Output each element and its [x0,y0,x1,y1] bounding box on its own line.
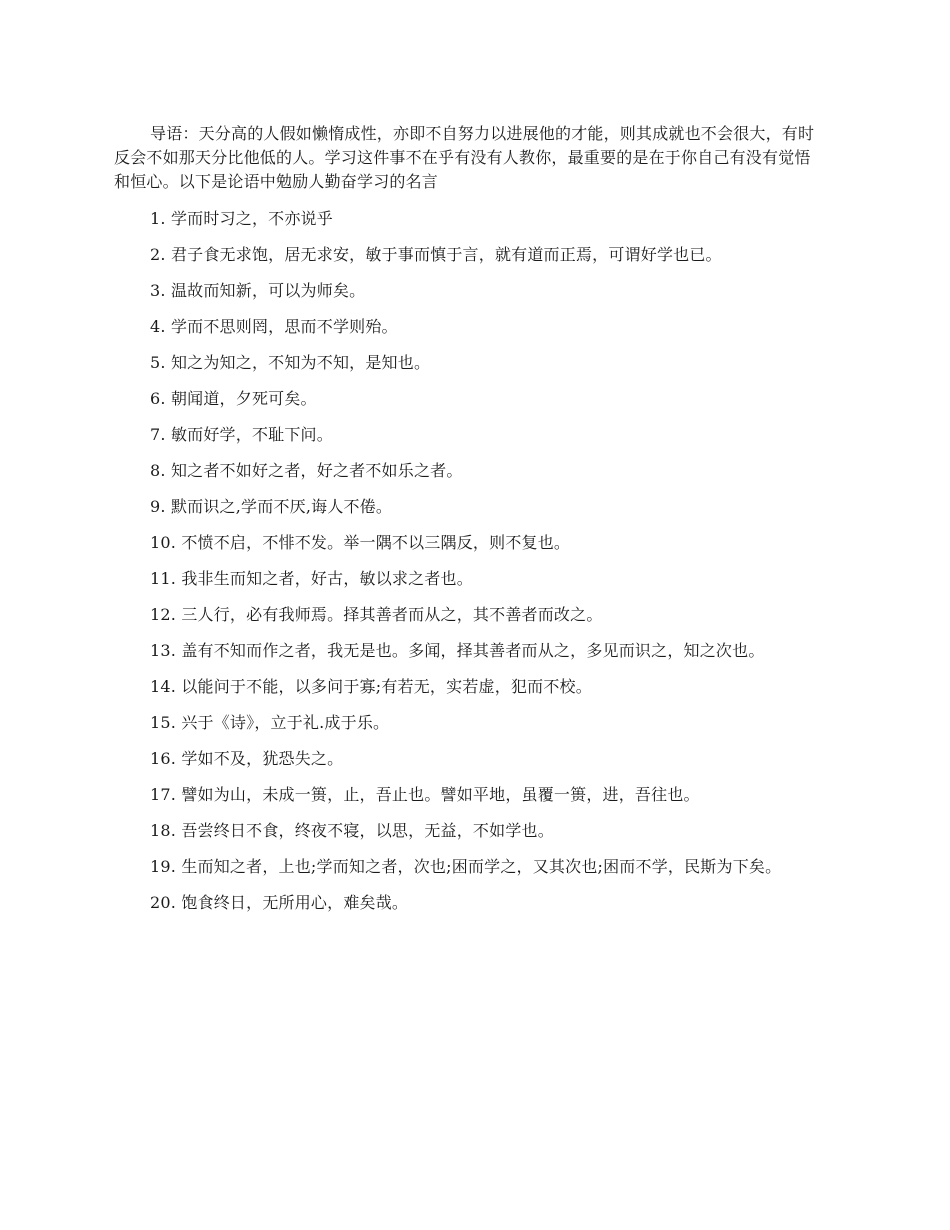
quote-3: 3. 温故而知新，可以为师矣。 [150,281,366,300]
quote-6: 6. 朝闻道，夕死可矣。 [150,389,317,408]
quote-9: 9. 默而识之,学而不厌,诲人不倦。 [150,497,393,516]
quote-15: 15. 兴于《诗》，立于礼.成于乐。 [150,713,390,732]
quote-1: 1. 学而时习之，不亦说乎 [150,209,333,228]
quote-12: 12. 三人行，必有我师焉。择其善者而从之，其不善者而改之。 [150,605,603,624]
quote-10: 10. 不愤不启，不悱不发。举一隅不以三隅反，则不复也。 [150,533,571,552]
quote-4: 4. 学而不思则罔，思而不学则殆。 [150,317,398,336]
quote-11: 11. 我非生而知之者，好古，敏以求之者也。 [150,569,473,588]
quote-5: 5. 知之为知之，不知为不知，是知也。 [150,353,431,372]
quote-8: 8. 知之者不如好之者，好之者不如乐之者。 [150,461,463,480]
quote-17: 17. 譬如为山，未成一篑，止，吾止也。譬如平地，虽覆一篑，进，吾往也。 [150,785,700,804]
quote-19: 19. 生而知之者，上也;学而知之者，次也;困而学之，又其次也;困而不学，民斯为下矣。 [150,857,782,876]
intro-paragraph: 导语：天分高的人假如懒惰成性，亦即不自努力以进展他的才能，则其成就也不会很大，有时反会不如那天分比他低的人。学习这件事不在乎有没有人教你，最重要的是在于你自己有没有觉悟和恒心。以下是论语中勉励人勤奋学习的名言 [114,124,815,191]
quote-16: 16. 学如不及，犹恐失之。 [150,749,344,768]
quote-2: 2. 君子食无求饱，居无求安，敏于事而慎于言，就有道而正焉，可谓好学也已。 [150,245,722,264]
document-page [114,122,826,928]
quote-14: 14. 以能问于不能，以多问于寡;有若无，实若虚，犯而不校。 [150,677,592,696]
quote-20: 20. 饱食终日，无所用心，难矣哉。 [150,893,409,912]
quote-7: 7. 敏而好学，不耻下问。 [150,425,333,444]
quote-13: 13. 盖有不知而作之者，我无是也。多闻，择其善者而从之，多见而识之，知之次也。 [150,641,765,660]
quote-18: 18. 吾尝终日不食，终夜不寝，以思，无益，不如学也。 [150,821,554,840]
